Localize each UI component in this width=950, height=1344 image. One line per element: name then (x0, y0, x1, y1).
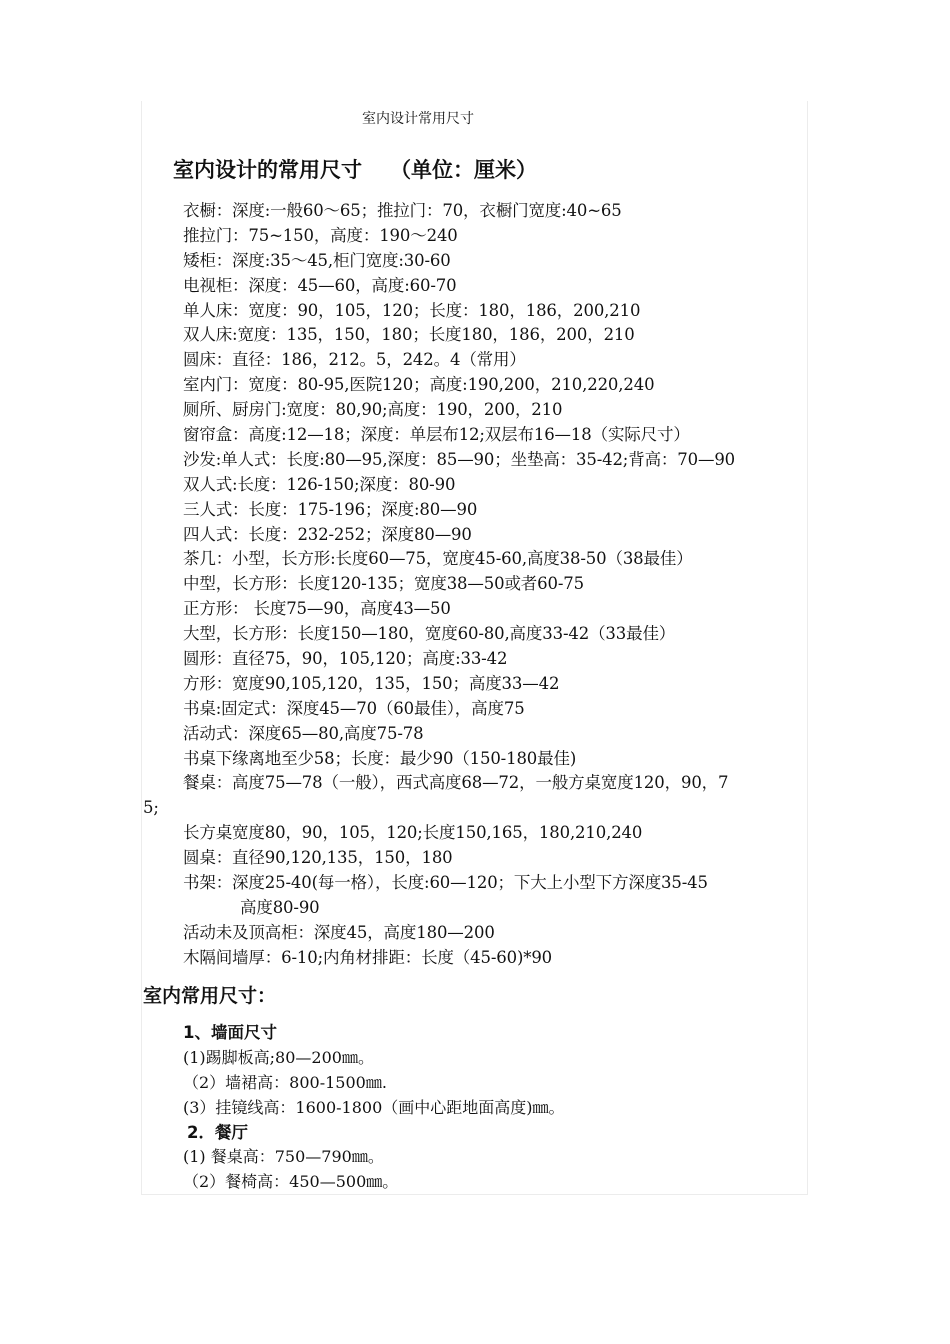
list-item: 大型，长方形：长度150—180，宽度60-80,高度33-42（33最佳） (183, 624, 676, 644)
subsection-heading: 1、墙面尺寸 (183, 1023, 277, 1042)
list-item: 书桌下缘离地至少58；长度：最少90（150-180最佳) (183, 748, 577, 768)
list-item: 圆床：直径：186，212。5，242。4（常用） (183, 350, 526, 370)
list-item: 高度80-90 (240, 897, 320, 917)
section-heading: 室内常用尺寸： (143, 985, 277, 1007)
list-item: 推拉门：75~150，高度：190～240 (183, 225, 458, 245)
list-item: 书桌:固定式：深度45—70（60最佳），高度75 (183, 698, 525, 718)
list-item: 圆桌：直径90,120,135，150，180 (183, 848, 453, 868)
list-item: 室内门：宽度：80-95,医院120；高度:190,200，210,220,240 (183, 375, 655, 395)
list-item: 窗帘盒：高度:12—18；深度：单层布12;双层布16—18（实际尺寸） (183, 425, 690, 445)
list-item: (3）挂镜线高：1600-1800（画中心距地面高度)㎜。 (183, 1097, 565, 1117)
list-item: 长方桌宽度80，90，105，120;长度150,165，180,210,240 (183, 823, 643, 843)
list-item: 衣橱：深度:一般60～65；推拉门：70，衣橱门宽度:40~65 (183, 201, 622, 220)
main-heading (173, 154, 537, 184)
list-item: 书架：深度25-40(每一格），长度:60—120；下大上小型下方深度35-45 (183, 873, 708, 893)
list-item: (1)踢脚板高;80—200㎜。 (183, 1047, 374, 1067)
list-item: 矮柜：深度:35～45,柜门宽度:30-60 (183, 250, 451, 270)
list-item: 活动未及顶高柜：深度45，高度180—200 (183, 922, 495, 942)
list-item: 木隔间墙厚：6-10;内角材排距：长度（45-60)*90 (183, 947, 553, 967)
list-item: 正方形： 长度75—90，高度43—50 (183, 599, 451, 619)
list-item: 5; (143, 798, 159, 818)
list-item: （2）墙裙高：800-1500㎜. (183, 1072, 387, 1092)
list-item: 沙发:单人式：长度:80—95,深度：85—90；坐垫高：35-42;背高：70—90 (183, 449, 736, 469)
section-list (143, 1021, 807, 1195)
list-item: 餐桌：高度75—78（一般），西式高度68—72，一般方桌宽度120，90，7 (183, 773, 729, 793)
list-item: 四人式：长度：232-252；深度80—90 (183, 524, 472, 544)
list-item: （2）餐椅高：450—500㎜。 (183, 1172, 399, 1192)
subsection-heading: 2．餐厅 (187, 1122, 248, 1142)
list-item: 电视柜：深度：45—60，高度:60-70 (183, 275, 457, 295)
list-item: (1) 餐桌高：750—790㎜。 (183, 1147, 384, 1167)
list-item: 三人式：长度：175-196；深度:80—90 (183, 499, 478, 519)
list-item: 单人床：宽度：90，105，120；长度：180，186，200,210 (183, 300, 641, 320)
main-heading-text: 室内设计的常用尺寸 (173, 158, 362, 182)
list-item: 活动式：深度65—80,高度75-78 (183, 723, 424, 743)
unit-note: （单位：厘米） (390, 158, 537, 182)
list-item: 双人式:长度：126-150;深度：80-90 (183, 474, 456, 494)
list-item: 双人床:宽度：135，150，180；长度180，186，200，210 (183, 325, 635, 345)
list-item: 厕所、厨房门:宽度：80,90;高度：190，200，210 (183, 400, 563, 420)
document-title: 室内设计常用尺寸 (362, 111, 474, 127)
list-item: 方形：宽度90,105,120，135，150；高度33—42 (183, 673, 560, 693)
dimension-list (143, 199, 807, 971)
list-item: 圆形：直径75，90，105,120；高度:33-42 (183, 649, 508, 669)
list-item: 中型，长方形：长度120-135；宽度38—50或者60-75 (183, 574, 584, 594)
list-item: 茶几：小型，长方形:长度60—75，宽度45-60,高度38-50（38最佳） (183, 549, 693, 569)
